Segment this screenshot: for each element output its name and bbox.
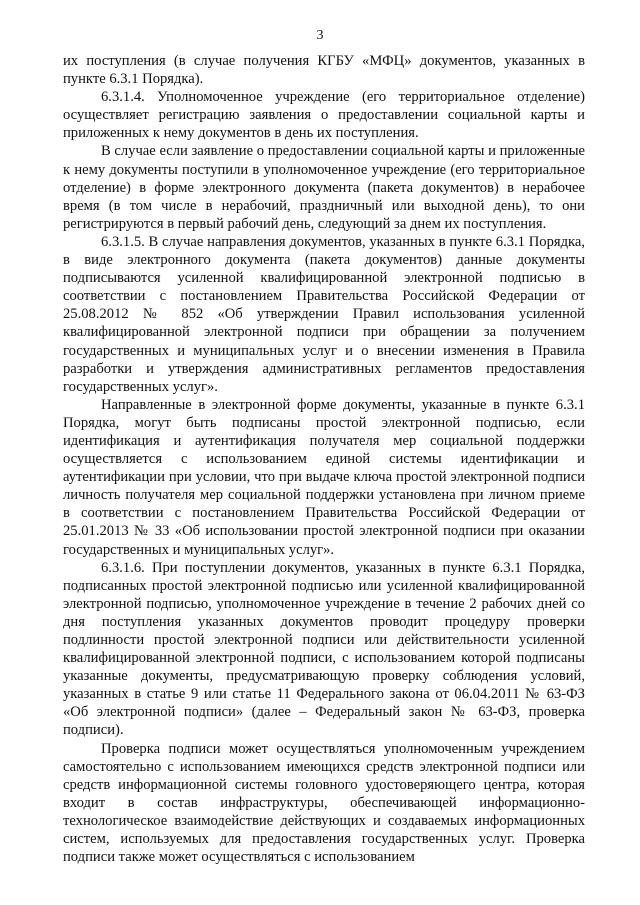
paragraph: 6.3.1.5. В случае направления документов, указанных в пункте 6.3.1 Порядка, в виде электронного документа (пакета документов) данные документы подписываются усиленной квалифицированной электронной подписью в соответствии с постановлением Правительства Российской Федерации от 25.08.2012 № 852 «Об утверждении Правил использования усиленной квалифицированной электронной подписи при обращении за получением государственных и муниципальных услуг и о внесении изменения в Правила разработки и утверждения административных регламентов предоставления государственных услуг».	[63, 233, 585, 395]
paragraph: Проверка подписи может осуществляться уполномоченным учреждением самостоятельно с использованием имеющихся средств электронной подписи или средств информационной системы головного удостоверяющего центра, которая входит в состав инфраструктуры, обеспечивающей информационно-технологическое взаимодействие действующих и создаваемых информационных систем, используемых для предоставления государственных услуг. Проверка подписи также может осуществляться с использованием	[63, 740, 585, 866]
document-body	[63, 52, 585, 866]
paragraph: 6.3.1.4. Уполномоченное учреждение (его территориальное отделение) осуществляет регистрацию заявления о предоставлении социальной карты и приложенных к нему документов в день их поступления.	[63, 89, 585, 142]
paragraph: Направленные в электронной форме документы, указанные в пункте 6.3.1 Порядка, могут быть подписаны простой электронной подписью, если идентификация и аутентификация получателя мер социальной поддержки осуществляется с использованием единой системы идентификации и аутентификации при условии, что при выдаче ключа простой электронной подписи личность получателя мер социальной поддержки установлена при личном приеме в соответствии с постановлением Правительства Российской Федерации от 25.01.2013 № 33 «Об использовании простой электронной подписи при оказании государственных и муниципальных услуг».	[63, 396, 585, 558]
paragraph: их поступления (в случае получения КГБУ «МФЦ» документов, указанных в пункте 6.3.1 Порядка).	[63, 53, 585, 88]
page-number: 3	[316, 28, 324, 43]
paragraph: 6.3.1.6. При поступлении документов, указанных в пункте 6.3.1 Порядка, подписанных простой электронной подписью или усиленной квалифицированной электронной подписью, уполномоченное учреждение в течение 2 рабочих дней со дня поступления указанных документов проводит процедуру проверки подлинности простой электронной подписи или действительности усиленной квалифицированной электронной подписи, с использованием которой подписаны указанные документы, предусматривающую проверку соблюдения условий, указанных в статье 9 или статье 11 Федерального закона от 06.04.2011 № 63-ФЗ «Об электронной подписи» (далее – Федеральный закон № 63-ФЗ, проверка подписи).	[63, 559, 585, 739]
paragraph: В случае если заявление о предоставлении социальной карты и приложенные к нему документы поступили в уполномоченное учреждение (его территориальное отделение) в форме электронного документа (пакета документов) в нерабочее время (в том числе в нерабочий, праздничный или выходной день), то они регистрируются в первый рабочий день, следующий за днем их поступления.	[63, 143, 585, 232]
